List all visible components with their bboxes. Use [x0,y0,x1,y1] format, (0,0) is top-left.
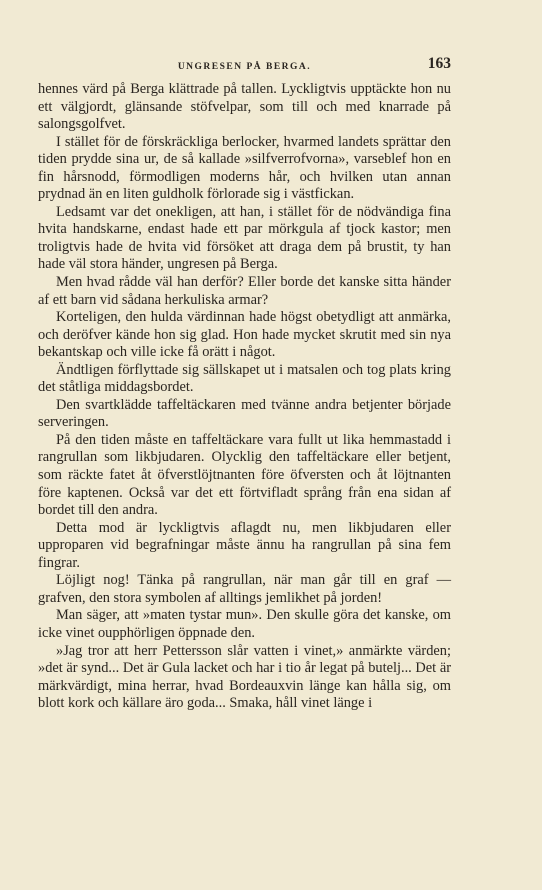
paragraph: Ändtligen förflyttade sig sällskapet ut i matsalen och tog plats kring det ståtliga middagsbordet. [38,361,451,396]
paragraph: Detta mod är lyckligtvis aflagdt nu, men likbjudaren eller upproparen vid begrafningar måste ännu ha rangrullan på sina fem fingrar. [38,519,451,571]
paragraph: Men hvad rådde väl han derför? Eller borde det kanske sitta händer af ett barn vid sådana herkuliska armar? [38,274,451,308]
paragraph: Korteligen, den hulda värdinnan hade högst obetydligt att anmärka, och deröfver kände hon sig glad. Hon hade mycket skrutit med sin nya bekantskap och ville icke få orätt i något. [38,309,451,361]
paragraph: Den svartklädde taffeltäckaren med tvänne andra betjenter började serveringen. [38,396,451,431]
running-head [38,55,451,81]
paragraph: I stället för de förskräckliga berlocker, hvarmed landets sprättar den tiden prydde sina ur, de så kallade »silfverrofvorna», varseblef hon en fin hårsnodd, förmodligen moderns hår, och hvilken utan annan prydnad än en liten guldholk förlorade sig i västfickan. [38,133,451,203]
body-text [38,81,451,713]
paragraph: På den tiden måste en taffeltäckare vara fullt ut lika hemmastadd i rangrullan som likbjudaren. Olycklig den taffeltäckare eller betjent, som räckte fatet åt öfverstlöjtnanten före öfversten och åt löjtnanten före kaptenen. Också var det ett förtvifladt språng från ena sidan af bordet till den andra. [38,431,451,519]
paragraph: hennes värd på Berga klättrade på tallen. Lyckligtvis upptäckte hon nu ett välgjordt, glänsande stöfvelpar, som till och med knarrade på salongsgolfvet. [38,81,451,133]
paragraph: Ledsamt var det onekligen, att han, i stället för de nödvändiga fina hvita handskarne, endast hade ett par mörkgula af tjock kastor; men troligtvis hade de hvita vid försöket att draga dem på brustit, ty han hade väl stora händer, ungresen på Berga. [38,203,451,273]
running-title: UNGRESEN PÅ BERGA. [177,62,312,72]
book-page [38,55,451,713]
paragraph: »Jag tror att herr Pettersson slår vatten i vinet,» anmärkte värden; »det är synd... Det är Gula lacket och har i tio år legat på butelj... Det är märkvärdigt, mina herrar, hvad Bordeauxvin länge kan hålla sig, om blott kork och källare äro goda... Smaka, håll vinet länge i [38,642,451,712]
paragraph: Man säger, att »maten tystar mun». Den skulle göra det kanske, om icke vinet oupphörligen öppnade den. [38,607,451,641]
page-number: 163 [427,55,451,72]
paragraph: Löjligt nog! Tänka på rangrullan, när man går till en graf — grafven, den stora symbolen af alltings jemlikhet på jorden! [38,572,451,606]
